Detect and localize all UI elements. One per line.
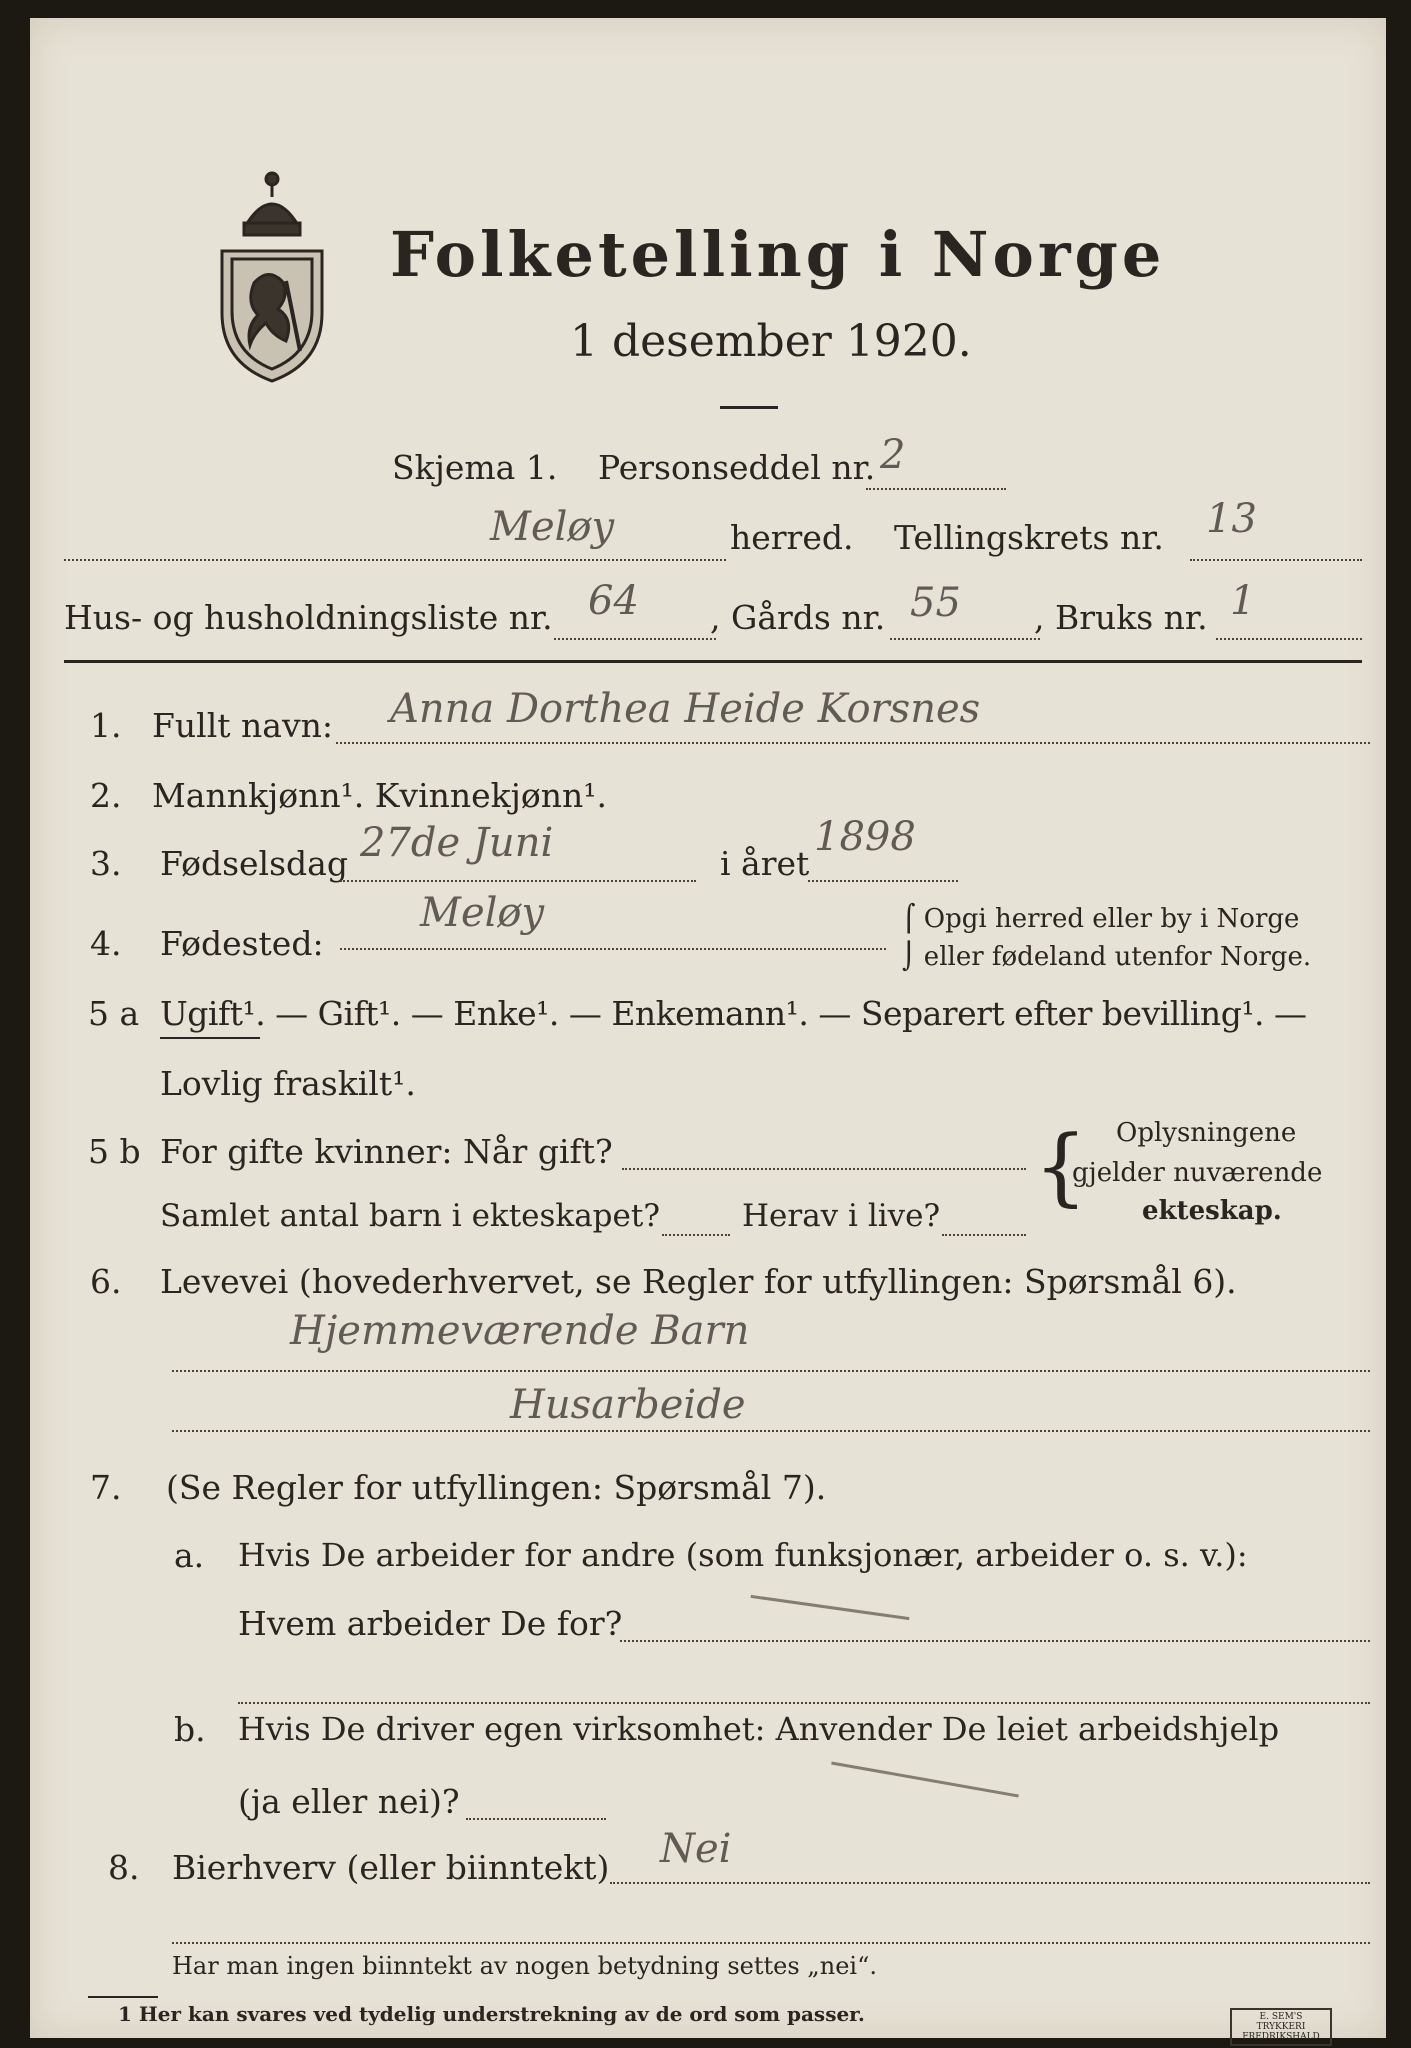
q2-number: 2. — [90, 776, 122, 815]
birthplace-value: Meløy — [420, 890, 545, 936]
occupation-field-2[interactable] — [172, 1430, 1370, 1432]
occupation-value-2: Husarbeide — [510, 1382, 746, 1428]
husliste-field[interactable] — [554, 638, 716, 640]
full-name-value: Anna Dorthea Heide Korsnes — [390, 686, 981, 732]
q3-number: 3. — [90, 844, 122, 883]
occupation-value-1: Hjemmeværende Barn — [290, 1308, 750, 1354]
tellingskrets-label: Tellingskrets nr. — [894, 518, 1164, 557]
norwegian-coat-of-arms-icon — [216, 163, 328, 383]
gards-value: 55 — [910, 580, 961, 626]
q5b-note-2: gjelder nuværende — [1072, 1158, 1323, 1188]
children-label: Samlet antal barn i ekteskapet? — [160, 1198, 660, 1234]
hired-help-field[interactable] — [466, 1818, 606, 1820]
year-label: i året — [720, 844, 810, 883]
q5b-note-1: Oplysningene — [1116, 1118, 1297, 1148]
marital-status-options: Ugift¹. — Gift¹. — Enke¹. — Enkemann¹. — Separert efter bevilling¹. — — [160, 994, 1307, 1033]
q7b-line-1: Hvis De driver egen virksomhet: Anvender De leiet arbeidshjelp — [238, 1710, 1280, 1748]
q8-number: 8. — [108, 1848, 140, 1887]
personseddel-value: 2 — [880, 432, 906, 478]
gards-field[interactable] — [890, 638, 1040, 640]
q7b-line-2: (ja eller nei)? — [238, 1782, 460, 1821]
birthday-field[interactable] — [340, 880, 696, 882]
married-when-field[interactable] — [622, 1168, 1026, 1170]
alive-field[interactable] — [942, 1234, 1026, 1236]
side-income-field-1[interactable] — [610, 1882, 1370, 1884]
q1-number: 1. — [90, 706, 122, 745]
husliste-value: 64 — [588, 578, 639, 624]
gender-options: Mannkjønn¹. Kvinnekjønn¹. — [152, 776, 607, 815]
q1-label: Fullt navn: — [152, 706, 333, 745]
side-income-label: Bierhverv (eller biinntekt) — [172, 1848, 610, 1887]
marital-status-options-2: Lovlig fraskilt¹. — [160, 1064, 416, 1103]
personseddel-field[interactable] — [866, 488, 1006, 490]
header-divider — [64, 660, 1362, 663]
tellingskrets-field[interactable] — [1190, 559, 1362, 561]
census-date: 1 desember 1920. — [570, 316, 972, 367]
birth-year-value: 1898 — [814, 814, 916, 860]
q5b-number: 5 b — [88, 1132, 141, 1171]
birthplace-field[interactable] — [340, 948, 886, 950]
employer-field-2[interactable] — [238, 1702, 1370, 1704]
footnote-rule — [88, 1996, 158, 1998]
personseddel-label: Personseddel nr. — [598, 448, 876, 487]
birthplace-note-2: ⌡ eller fødeland utenfor Norge. — [902, 942, 1312, 972]
title-divider — [720, 406, 778, 409]
full-name-field[interactable] — [336, 742, 1370, 744]
q5b-note-3: ekteskap. — [1142, 1196, 1282, 1226]
married-when-label: For gifte kvinner: Når gift? — [160, 1132, 613, 1171]
husliste-label: Hus- og husholdningsliste nr. — [64, 598, 553, 637]
census-form — [30, 18, 1386, 2042]
q4-label: Fødested: — [160, 924, 324, 963]
q7a-number: a. — [174, 1536, 205, 1575]
footer-note: Har man ingen biinntekt av nogen betydning settes „nei“. — [172, 1952, 877, 1980]
gards-label: , Gårds nr. — [710, 598, 886, 637]
skjema-label: Skjema 1. — [392, 448, 558, 487]
employer-field-1[interactable] — [620, 1640, 1370, 1642]
children-field[interactable] — [662, 1234, 730, 1236]
bruks-value: 1 — [1230, 578, 1256, 624]
employer-dash-mark — [751, 1595, 910, 1620]
herred-label: herred. — [730, 518, 854, 557]
herred-field[interactable] — [64, 559, 726, 561]
alive-label: Herav i live? — [742, 1198, 941, 1234]
q7a-line-1: Hvis De arbeider for andre (som funksjonær, arbeider o. s. v.): — [238, 1536, 1248, 1574]
bruks-label: , Bruks nr. — [1034, 598, 1208, 637]
form-title: Folketelling i Norge — [390, 218, 1166, 291]
hired-help-dash-mark — [831, 1762, 1019, 1798]
birthday-value: 27de Juni — [360, 820, 554, 866]
ugift-underline — [160, 1037, 260, 1039]
occupation-field-1[interactable] — [172, 1370, 1370, 1372]
q4-number: 4. — [90, 924, 122, 963]
birth-year-field[interactable] — [808, 880, 958, 882]
q7a-line-2: Hvem arbeider De for? — [238, 1604, 623, 1643]
occupation-label: Levevei (hovederhvervet, se Regler for utfyllingen: Spørsmål 6). — [160, 1262, 1237, 1301]
tellingskrets-value: 13 — [1206, 496, 1257, 542]
side-income-field-2[interactable] — [172, 1942, 1370, 1944]
q3-label: Fødselsdag — [160, 844, 348, 883]
printer-stamp: E. SEM'S TRYKKERI FREDRIKSHALD — [1230, 2008, 1332, 2046]
footnote: 1 Her kan svares ved tydelig understrekning av de ord som passer. — [118, 2002, 865, 2026]
q6-number: 6. — [90, 1262, 122, 1301]
bruks-field[interactable] — [1216, 638, 1362, 640]
q7b-number: b. — [174, 1710, 206, 1749]
side-income-value: Nei — [660, 1826, 732, 1872]
brace-icon: { — [1034, 1117, 1088, 1215]
q5a-number: 5 a — [88, 994, 140, 1033]
birthplace-note-1: ⌠ Opgi herred eller by i Norge — [902, 904, 1300, 934]
q7-number: 7. — [90, 1468, 122, 1507]
herred-value: Meløy — [490, 504, 615, 550]
q7-label: (Se Regler for utfyllingen: Spørsmål 7). — [166, 1468, 827, 1507]
